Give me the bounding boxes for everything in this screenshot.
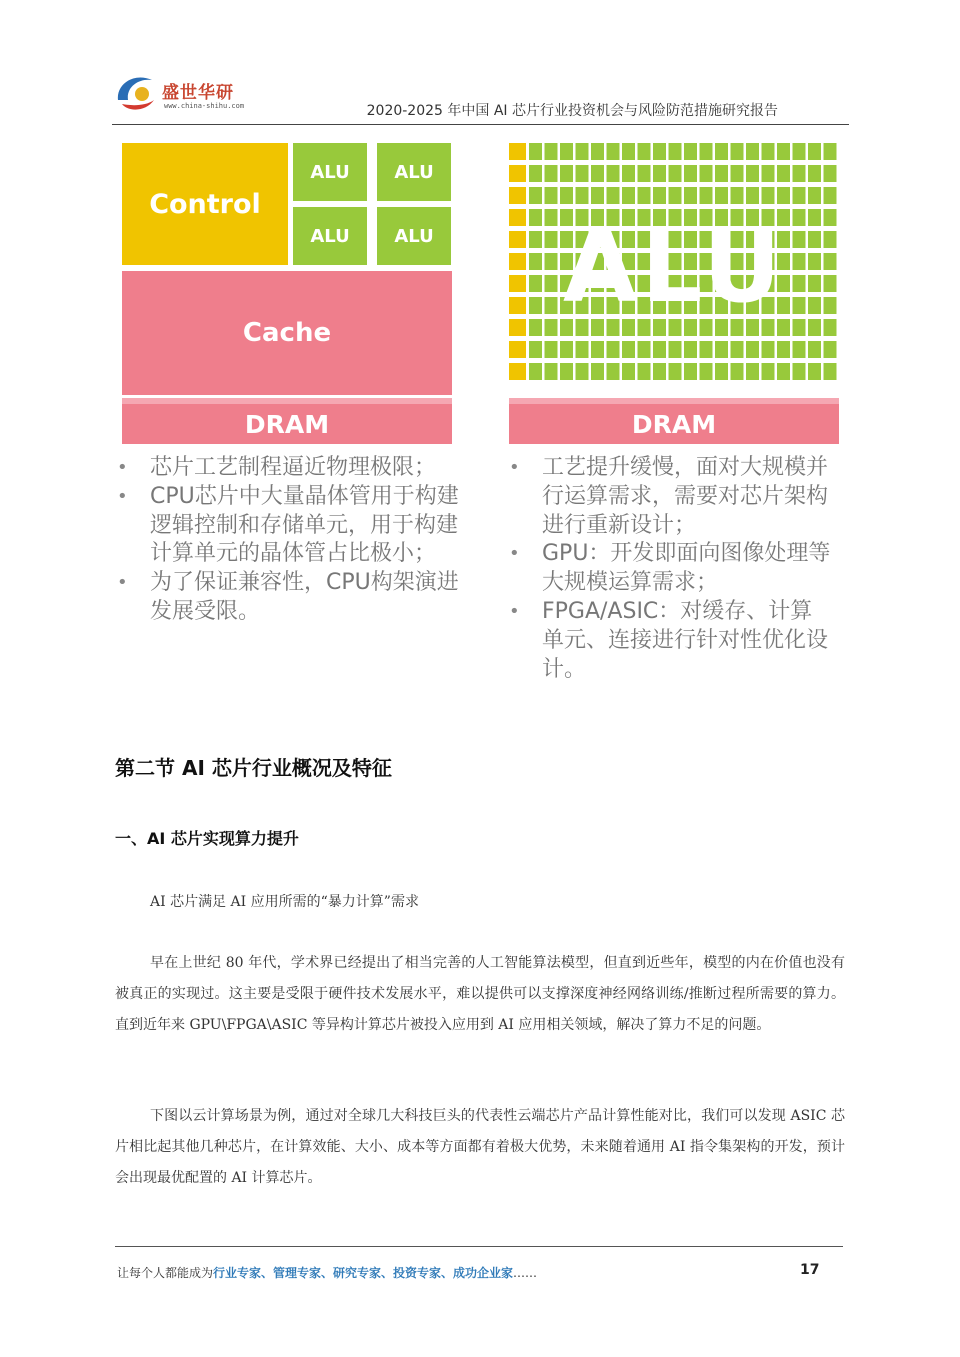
company-logo — [112, 66, 252, 118]
section-title: 第二节 AI 芯片行业概况及特征 — [115, 756, 392, 780]
footer-prefix: 让每个人都能成为 — [117, 1266, 214, 1280]
paragraph: 下图以云计算场景为例，通过对全球几大科技巨头的代表性云端芯片产品计算性能对比，我们可以发现 ASIC 芯片相比起其他几种芯片，在计算效能、大小、成本等方面都有着极大优势，未来随着通用 AI 指令集架构的开发，预计会出现最优配置的 AI 计算芯片。 — [115, 1108, 845, 1186]
list-item: • FPGA/ASIC：对缓存、计算单元、连接进行针对性优化设计。 — [509, 598, 834, 684]
cpu-alu-block: ALU — [293, 207, 367, 265]
footer-suffix: …… — [513, 1266, 538, 1280]
list-item: • CPU芯片中大量晶体管用于构建逻辑控制和存储单元，用于构建计算单元的晶体管占比极小； — [117, 483, 467, 569]
cpu-dram-block: DRAM — [122, 404, 452, 444]
gpu-bullet-list — [509, 454, 834, 684]
cpu-bullet-list — [117, 454, 467, 627]
list-item: • 芯片工艺制程逼近物理极限； — [117, 454, 467, 483]
gpu-dram-block: DRAM — [509, 404, 839, 444]
footer-highlight: 行业专家、管理专家、研究专家、投资专家、成功企业家 — [213, 1266, 514, 1280]
report-title: 2020-2025 年中国 AI 芯片行业投资机会与风险防范措施研究报告 — [366, 103, 778, 119]
list-item: • 为了保证兼容性，CPU构架演进发展受限。 — [117, 569, 467, 627]
paragraph: AI 芯片满足 AI 应用所需的“暴力计算”需求 — [150, 894, 419, 910]
cpu-alu-block: ALU — [377, 207, 451, 265]
subsection-title: 一、AI 芯片实现算力提升 — [115, 829, 299, 848]
logo-url: www.china-shihu.com — [164, 102, 245, 110]
footer-divider — [115, 1246, 843, 1247]
logo-name: 盛世华研 — [162, 83, 234, 103]
cpu-alu-block: ALU — [377, 143, 451, 201]
page-number: 17 — [800, 1262, 820, 1278]
gpu-architecture-diagram — [509, 143, 839, 393]
logo-swirl-icon — [112, 70, 160, 114]
gpu-alu-label: ALU — [563, 212, 785, 324]
cpu-cache-block: Cache — [122, 271, 452, 395]
cpu-control-block: Control — [122, 143, 288, 265]
footer-slogan — [117, 1264, 537, 1281]
cpu-alu-block: ALU — [293, 143, 367, 201]
list-item: • GPU：开发即面向图像处理等大规模运算需求； — [509, 540, 834, 598]
header-divider — [112, 124, 849, 125]
list-item: • 工艺提升缓慢，面对大规模并行运算需求，需要对芯片架构进行重新设计； — [509, 454, 834, 540]
paragraph: 早在上世纪 80 年代，学术界已经提出了相当完善的人工智能算法模型，但直到近些年，模型的内在价值也没有被真正的实现过。这主要是受限于硬件技术发展水平，难以提供可以支撑深度神经网络训练/推断过程所需要的算力。直到近年来 GPU\FPGA\ASIC 等异构计算芯片被投入应用到 AI 应用相关领域，解决了算力不足的问题。 — [115, 955, 845, 1033]
